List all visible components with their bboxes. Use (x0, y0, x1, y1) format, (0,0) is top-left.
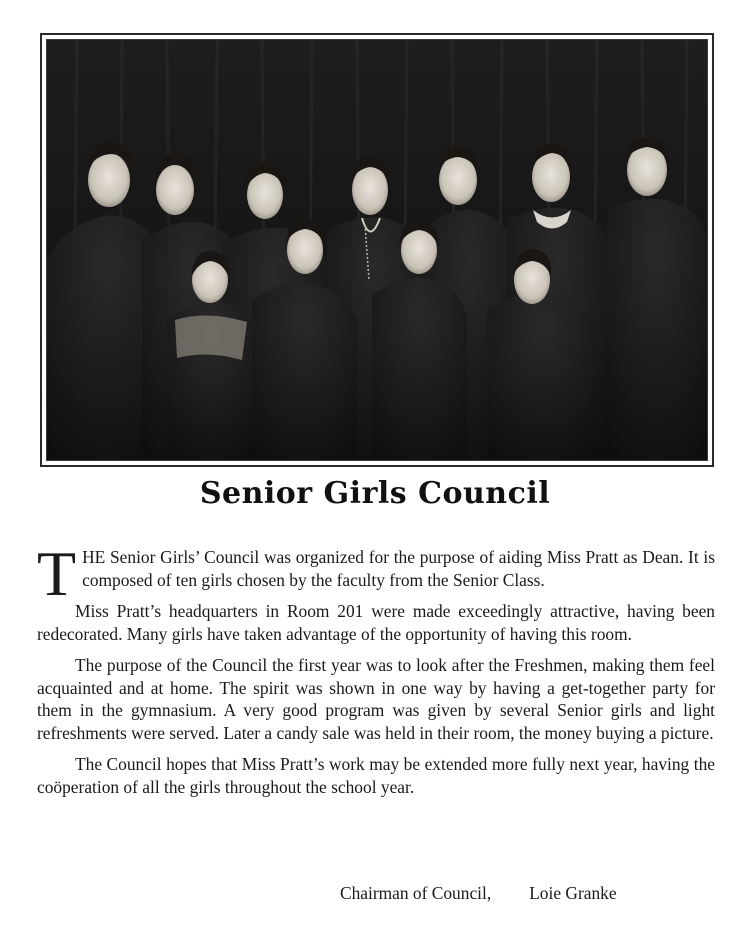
group-photo (46, 39, 708, 461)
signature-role: Chairman of Council, (340, 883, 492, 903)
drop-cap: T (37, 538, 77, 609)
group-photo-frame (40, 33, 714, 467)
page-title: Senior Girls Council (199, 476, 551, 511)
signature-name: Loie Granke (529, 883, 617, 903)
paragraph-1 (37, 538, 715, 609)
paragraph-4: The Council hopes that Miss Pratt’s work may be extended more fully next year, having the coöperation of all the girls throughout the school year. (37, 754, 715, 797)
paragraph-1-text: HE Senior Girls’ Council was organized for the purpose of aiding Miss Pratt as Dean. It is composed of ten girls chosen by the faculty from the Senior Class. (82, 547, 715, 590)
paragraph-3: The purpose of the Council the first year was to look after the Freshmen, making them feel acquainted and at home. The spirit was shown in one way by having a get-together party for them in the gymnasium. A very good program was given by several Senior girls and light refreshments were served. Later a candy sale was held in their room, the money buying a picture. (37, 655, 715, 743)
paragraph-2: Miss Pratt’s headquarters in Room 201 were made exceedingly attractive, having been redecorated. Many girls have taken advantage of the opportunity of having this room. (37, 601, 715, 644)
article-body (37, 538, 715, 807)
signature-line (340, 883, 617, 904)
group-photo-image (47, 40, 707, 460)
